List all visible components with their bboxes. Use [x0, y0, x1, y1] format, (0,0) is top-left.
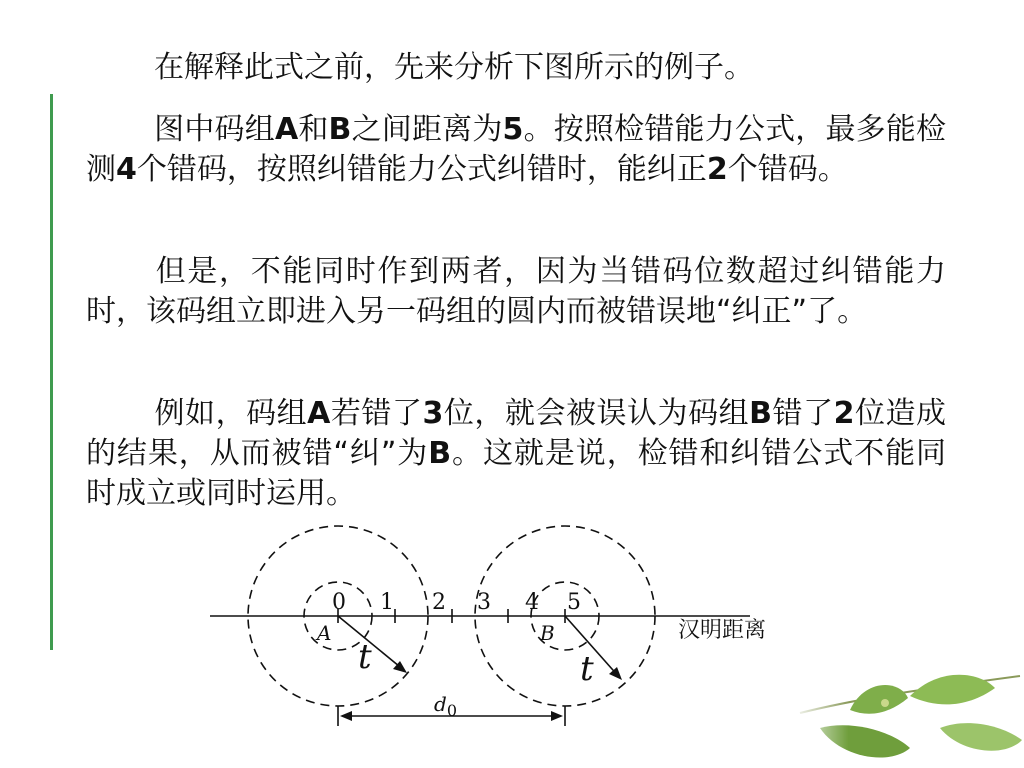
tick-label-5: 5 — [567, 590, 581, 615]
paragraph-intro-text: 在解释此式之前，先来分析下图所示的例子。 — [154, 50, 754, 85]
text-span: 位，就会被误认为码组 — [443, 396, 750, 431]
text-span: 之间距离为 — [351, 112, 503, 147]
codeword-a-label: A — [307, 396, 331, 431]
arrowhead-icon — [551, 711, 563, 721]
distance-label — [434, 692, 457, 720]
correct-count: 2 — [706, 152, 728, 187]
text-span: 若错了 — [330, 396, 423, 431]
tick-label-2: 2 — [432, 590, 446, 615]
tick-label-1: 1 — [380, 590, 394, 615]
point-a-label: A — [317, 621, 332, 645]
arrowhead-icon — [340, 711, 352, 721]
tick-label-4: 4 — [525, 590, 539, 615]
codeword-a-label: A — [274, 112, 299, 147]
paragraph-tradeoff-text: 但是，不能同时作到两者，因为当错码位数超过纠错能力时，该码组立即进入另一码组的圆内而被错误地“纠正”了。 — [86, 254, 946, 329]
paragraph-tradeoff — [86, 252, 946, 332]
hamming-distance-diagram — [200, 525, 820, 740]
radius-label-a: t — [358, 637, 372, 677]
codeword-b-label: B — [428, 436, 452, 471]
text-span: 。按照检错能力公式，最多能检测 — [86, 112, 947, 187]
text-span: 图中码组 — [154, 112, 275, 147]
left-accent-rule — [50, 94, 53, 650]
detect-count: 4 — [116, 152, 137, 187]
point-b-label: B — [540, 621, 555, 645]
distance-label-d: d — [434, 692, 447, 716]
error-count: 2 — [833, 396, 855, 431]
leaf-decoration — [790, 658, 1024, 768]
text-span: 。这就是说，检错和纠错公式不能同时成立或同时运用。 — [86, 436, 946, 511]
axis-label: 汉明距离 — [678, 618, 767, 643]
distance-label-subscript: 0 — [446, 701, 457, 720]
codeword-b-label: B — [328, 112, 352, 147]
text-span: 和 — [298, 112, 329, 147]
text-span: 错了 — [772, 396, 834, 431]
distance-value: 5 — [502, 112, 524, 147]
text-span: 位造成的结果，从而被错“纠”为 — [86, 396, 947, 471]
error-count: 3 — [422, 396, 444, 431]
codeword-b-label: B — [749, 396, 773, 431]
tick-label-0: 0 — [332, 590, 346, 615]
radius-label-b: t — [580, 649, 594, 689]
text-span: 例如，码组 — [154, 396, 308, 431]
text-span: 个错码。 — [727, 152, 848, 187]
tick-label-3: 3 — [477, 590, 491, 615]
text-span: 个错码，按照纠错能力公式纠错时，能纠正 — [136, 152, 707, 187]
paragraph-example — [86, 394, 946, 514]
paragraph-distance — [86, 110, 946, 190]
paragraph-intro — [86, 48, 946, 88]
